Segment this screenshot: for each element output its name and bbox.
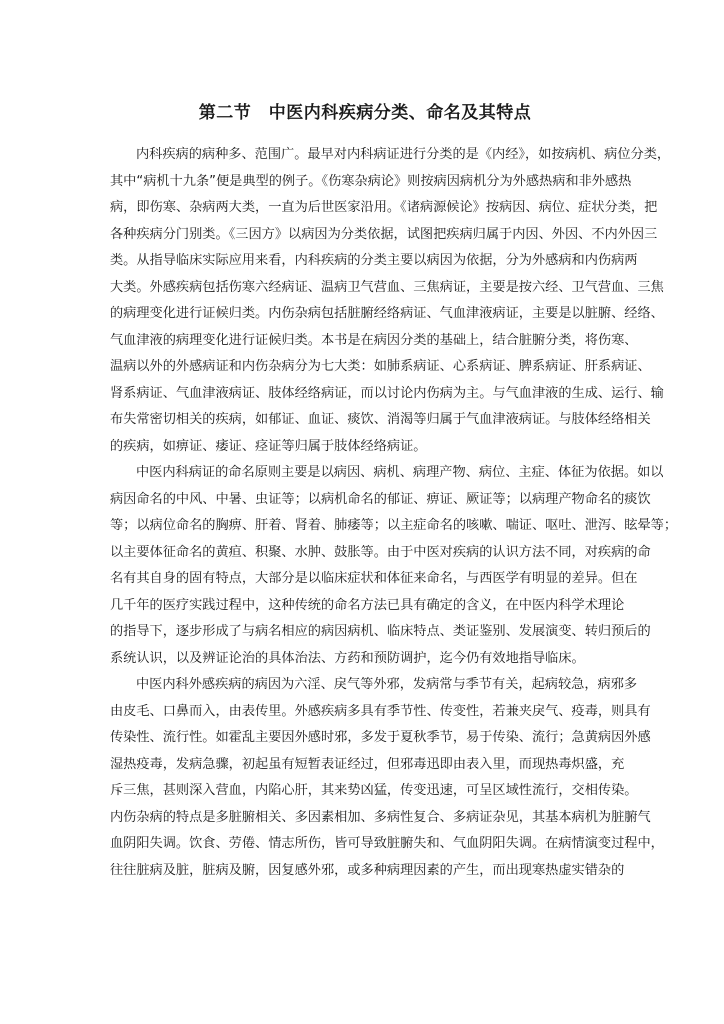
text-line: 湿热疫毒，发病急骤，初起虽有短暂表证经过，但邪毒迅即由表入里，而现热毒炽盛，充 <box>110 756 625 772</box>
body-text <box>110 142 678 884</box>
text-line: 中医内科病证的命名原则主要是以病因、病机、病理产物、病位、主症、体征为依据。如以 <box>136 465 664 480</box>
text-line: 病，即伤寒、杂病两大类，一直为后世医家沿用。《诸病源候论》按病因、病位、症状分类，把 <box>110 200 658 215</box>
text-line: 各种疾病分门别类。《三因方》以病因为分类依据，试图把疾病归属于内因、外因、不内外因三 <box>110 226 658 242</box>
text-line: 内伤杂病的特点是多脏腑相关、多因素相加、多病性复合、多病证杂见，其基本病机为脏腑气 <box>110 809 651 825</box>
text-line: 的疾病，如痹证、痿证、痉证等归属于肢体经络病证。 <box>110 438 427 454</box>
text-line: 病因命名的中风、中暑、虫证等；以病机命名的郁证、痹证、厥证等；以病理产物命名的痰饮 <box>110 491 651 507</box>
text-line: 其中“病机十九条”便是典型的例子。《伤寒杂病论》则按病因病机分为外感热病和非外感热 <box>110 173 632 189</box>
paragraph-naming <box>110 460 678 672</box>
document-page <box>110 96 678 884</box>
text-line: 血阴阳失调。饮食、劳倦、情志所伤，皆可导致脏腑失和、气血阴阳失调。在病情演变过程中， <box>110 836 664 851</box>
text-line: 往往脏病及脏，脏病及腑，因复感外邪，或多种病理因素的产生，而出现寒热虚实错杂的 <box>110 862 625 878</box>
text-line: 大类。外感疾病包括伤寒六经病证、温病卫气营血、三焦病证，主要是按六经、卫气营血、三焦 <box>110 279 664 295</box>
text-line: 由皮毛、口鼻而入，由表传里。外感疾病多具有季节性、传变性，若兼夹戾气、疫毒，则具有 <box>110 703 651 719</box>
section-title: 第二节 中医内科疾病分类、命名及其特点 <box>198 103 532 123</box>
text-line: 布失常密切相关的疾病，如郁证、血证、痰饮、消渴等归属于气血津液病证。与肢体经络相关 <box>110 412 651 427</box>
text-line: 的病理变化进行证候归类。内伤杂病包括脏腑经络病证、气血津液病证，主要是以脏腑、经络、 <box>110 306 664 321</box>
text-line: 几千年的医疗实践过程中，这种传统的命名方法已具有确定的含义，在中医内科学术理论 <box>110 597 625 613</box>
text-line: 温病以外的外感病证和内伤杂病分为七大类：如肺系病证、心系病证、脾系病证、肝系病证、 <box>110 359 651 374</box>
text-line: 内科疾病的病种多、范围广。最早对内科病证进行分类的是《内经》，如按病机、病位分类， <box>136 147 671 162</box>
text-line: 中医内科外感疾病的病因为六淫、戾气等外邪，发病常与季节有关，起病较急，病邪多 <box>136 677 638 692</box>
text-line: 气血津液的病理变化进行证候归类。本书是在病因分类的基础上，结合脏腑分类，将伤寒、 <box>110 332 638 348</box>
text-line: 名有其自身的固有特点，大部分是以临床症状和体征来命名，与西医学有明显的差异。但在 <box>110 571 638 586</box>
text-line: 斥三焦，甚则深入营血，内陷心肝，其来势凶猛，传变迅速，可呈区域性流行，交相传染。 <box>110 783 638 798</box>
paragraph-characteristics <box>110 672 664 884</box>
text-line: 系统认识，以及辨证论治的具体治法、方药和预防调护，迄今仍有效地指导临床。 <box>110 650 585 666</box>
text-line: 类。从指导临床实际应用来看，内科疾病的分类主要以病因为依据，分为外感病和内伤病两 <box>110 253 638 268</box>
paragraph-classification <box>110 142 671 460</box>
text-line: 的指导下，逐步形成了与病名相应的病因病机、临床特点、类证鉴别、发展演变、转归预后的 <box>110 624 651 639</box>
text-line: 传染性、流行性。如霍乱主要因外感时邪，多发于夏秋季节，易于传染、流行；急黄病因外感 <box>110 730 651 745</box>
text-line: 以主要体征命名的黄疸、积聚、水肿、鼓胀等。由于中医对疾病的认识方法不同，对疾病的命 <box>110 544 651 560</box>
text-line: 等；以病位命名的胸痹、肝着、肾着、肺痿等；以主症命名的咳嗽、喘证、呕吐、泄泻、眩晕等； <box>110 518 678 533</box>
text-line: 肾系病证、气血津液病证、肢体经络病证，而以讨论内伤病为主。与气血津液的生成、运行、输 <box>110 385 664 401</box>
